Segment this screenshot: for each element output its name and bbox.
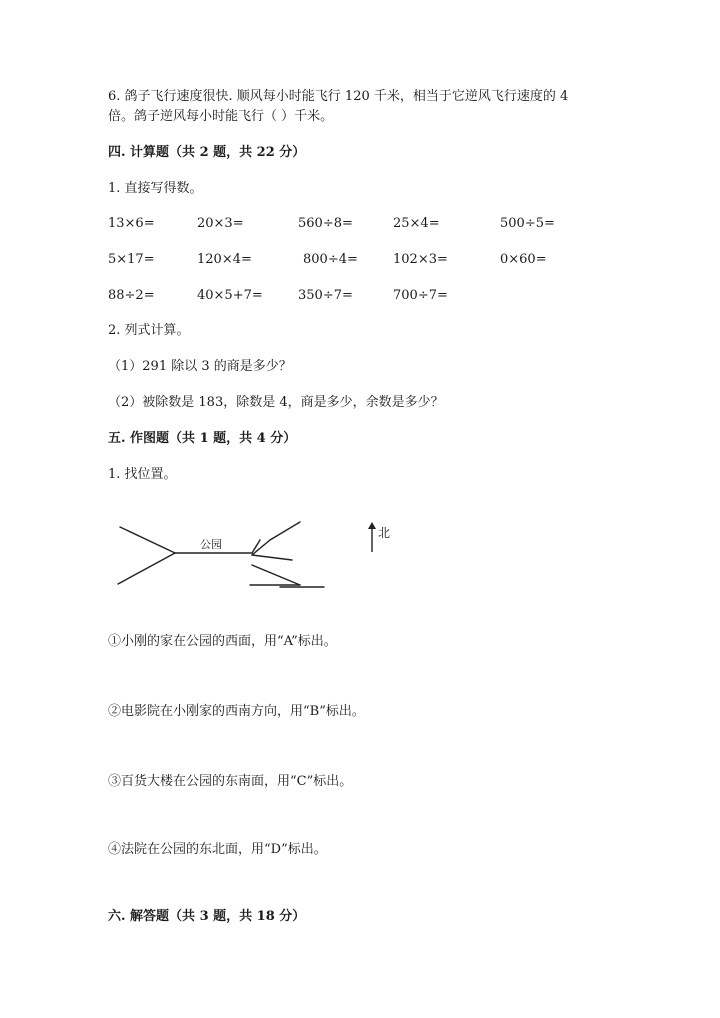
q6-line2: 倍。鸽子逆风每小时能飞行（ ）千米。 bbox=[108, 109, 334, 124]
section6-title: 六. 解答题（共 3 题，共 18 分） bbox=[108, 909, 306, 924]
arithmetic-item: 350÷7= bbox=[298, 288, 353, 303]
north-arrow-head bbox=[368, 522, 376, 529]
map-label-park: 公园 bbox=[200, 538, 222, 551]
map-road-right-upper-a bbox=[270, 522, 300, 540]
section4-q1-title: 1. 直接写得数。 bbox=[108, 181, 203, 196]
arithmetic-item: 800÷4= bbox=[303, 252, 358, 267]
section5-title: 五. 作图题（共 1 题，共 4 分） bbox=[108, 431, 297, 446]
arithmetic-item: 560÷8= bbox=[298, 216, 353, 231]
section5-item2: ②电影院在小刚家的西南方向，用“B”标出。 bbox=[108, 704, 365, 719]
section5-q1-title: 1. 找位置。 bbox=[108, 467, 177, 482]
arithmetic-item: 25×4= bbox=[393, 216, 440, 231]
map-label-north: 北 bbox=[378, 526, 391, 540]
park-map-diagram bbox=[110, 510, 410, 600]
map-road-right-lower-a bbox=[252, 565, 300, 585]
section5-item1: ①小刚的家在公园的西面，用“A”标出。 bbox=[108, 634, 337, 649]
arithmetic-item: 102×3= bbox=[393, 252, 448, 267]
arithmetic-item: 40×5+7= bbox=[197, 288, 263, 303]
arithmetic-item: 700÷7= bbox=[393, 288, 448, 303]
arithmetic-item: 20×3= bbox=[197, 216, 244, 231]
arithmetic-item: 5×17= bbox=[108, 252, 155, 267]
section5-item4: ④法院在公园的东北面，用“D”标出。 bbox=[108, 842, 327, 857]
map-road-left-lower bbox=[118, 553, 175, 584]
arithmetic-item: 88÷2= bbox=[108, 288, 155, 303]
map-road-right-horizontal bbox=[252, 555, 292, 560]
arithmetic-item: 0×60= bbox=[500, 252, 547, 267]
arithmetic-item: 120×4= bbox=[197, 252, 252, 267]
q6-line1: 6. 鸽子飞行速度很快. 顺风每小时能飞行 120 千米，相当于它逆风飞行速度的 4 bbox=[108, 89, 569, 104]
section4-q2-b: （2）被除数是 183，除数是 4，商是多少，余数是多少？ bbox=[108, 395, 444, 410]
map-road-left-upper bbox=[120, 527, 175, 553]
section4-q2-title: 2. 列式计算。 bbox=[108, 323, 190, 338]
section5-item3: ③百货大楼在公园的东南面，用“C”标出。 bbox=[108, 774, 353, 789]
section4-q2-a: （1）291 除以 3 的商是多少？ bbox=[108, 359, 292, 374]
arithmetic-item: 500÷5= bbox=[500, 216, 555, 231]
section4-title: 四. 计算题（共 2 题，共 22 分） bbox=[108, 145, 306, 160]
arithmetic-item: 13×6= bbox=[108, 216, 155, 231]
